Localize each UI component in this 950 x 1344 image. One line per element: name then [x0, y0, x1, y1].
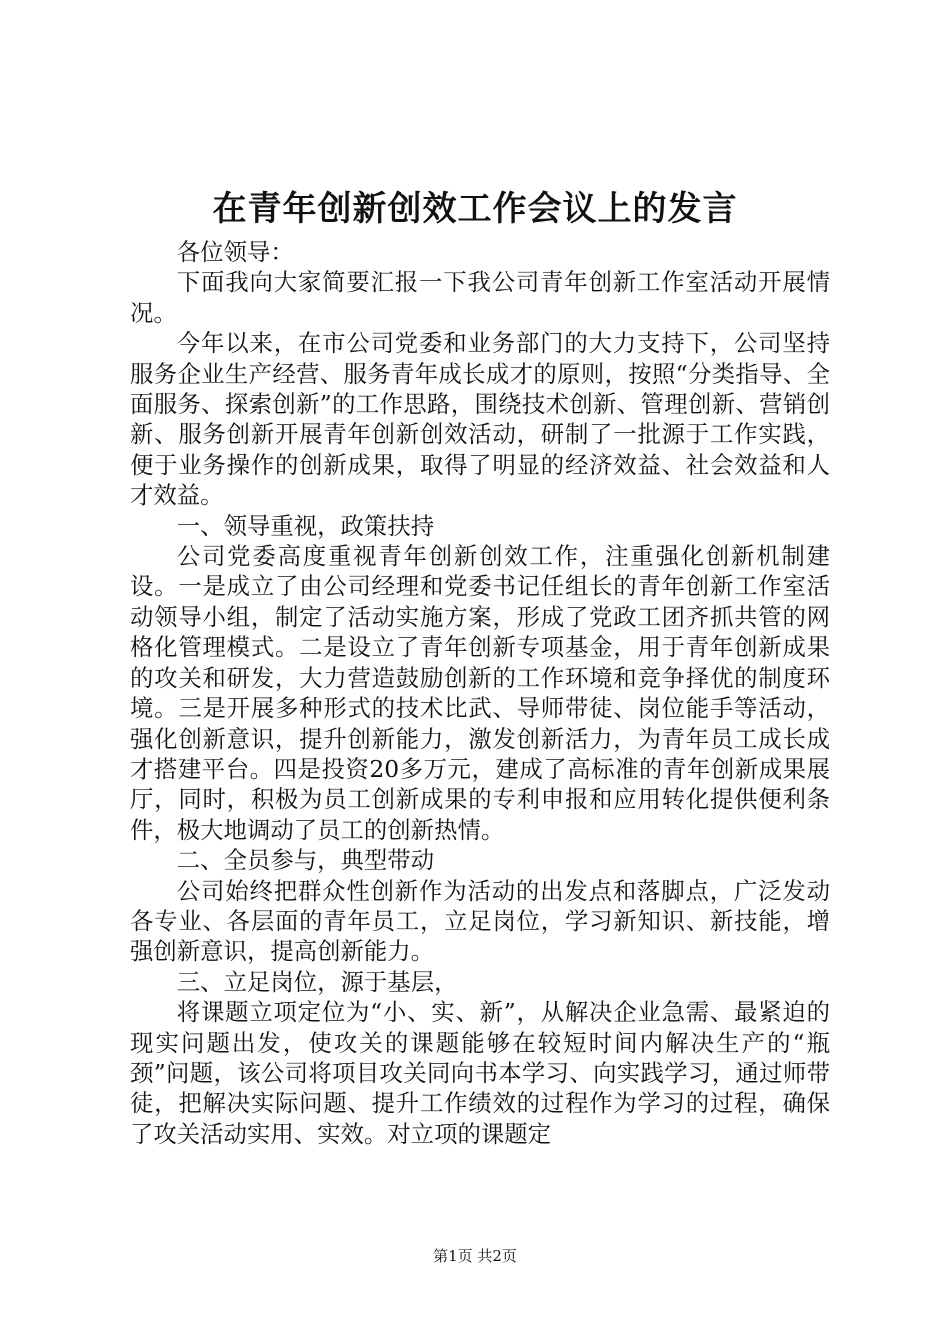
- document-title: 在青年创新创效工作会议上的发言: [212, 189, 738, 229]
- section-heading-2: 二、全员参与，典型带动: [176, 846, 435, 875]
- overview-paragraph: 今年以来，在市公司党委和业务部门的大力支持下，公司坚持服务企业生产经营、服务青年成长成才的原则，按照“分类指导、全面服务、探索创新”的工作思路，围绕技术创新、管理创新、营销创新、服务创新开展青年创新创效活动，研制了一批源于工作实践，便于业务操作的创新成果，取得了明显的经济效益、社会效益和人才效益。: [130, 329, 830, 510]
- intro-paragraph: 下面我向大家简要汇报一下我公司青年创新工作室活动开展情况。: [130, 268, 830, 327]
- document-body: [130, 237, 830, 1149]
- section-3-paragraph: 将课题立项定位为“小、实、新”，从解决企业急需、最紧迫的现实问题出发，使攻关的课题能够在较短时间内解决生产的“瓶颈”问题，该公司将项目攻关同向书本学习、向实践学习，通过师带徒，把解决实际问题、提升工作绩效的过程作为学习的过程，确保了攻关活动实用、实效。对立项的课题定: [130, 998, 830, 1148]
- salutation: 各位领导：: [176, 238, 294, 266]
- page-number-footer: 第1页 共2页: [433, 1247, 517, 1265]
- section-2-paragraph: 公司始终把群众性创新作为活动的出发点和落脚点，广泛发动各专业、各层面的青年员工，立足岗位，学习新知识、新技能，增强创新意识，提高创新能力。: [130, 876, 830, 966]
- section-heading-3: 三、立足岗位，源于基层，: [176, 967, 458, 996]
- section-1-paragraph: 公司党委高度重视青年创新创效工作，注重强化创新机制建设。一是成立了由公司经理和党委书记任组长的青年创新工作室活动领导小组，制定了活动实施方案，形成了党政工团齐抓共管的网格化管理模式。二是设立了青年创新专项基金，用于青年创新成果的攻关和研发，大力营造鼓励创新的工作环境和竞争择优的制度环境。三是开展多种形式的技术比武、导师带徒、岗位能手等活动，强化创新意识，提升创新能力，激发创新活力，为青年员工成长成才搭建平台。四是投资20多万元，建成了高标准的青年创新成果展厅，同时，积极为员工创新成果的专利申报和应用转化提供便利条件，极大地调动了员工的创新热情。: [130, 542, 830, 844]
- section-heading-1: 一、领导重视，政策扶持: [176, 511, 435, 540]
